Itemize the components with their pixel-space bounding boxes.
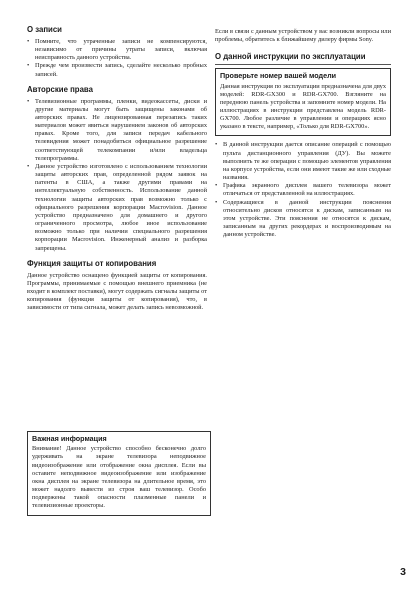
about-manual-heading: О данной инструкции по эксплуатации [215,53,391,65]
intro-text: Если в связи с данным устройством у вас возникли вопросы или проблемы, обратитесь к ближайшему дилеру фирмы Sony. [215,28,391,44]
copyright-heading: Авторские права [27,84,93,94]
records-heading: О записи [27,25,62,34]
right-column [215,28,391,246]
list-item: • В данной инструкции дается описание операций с помощью пульта дистанционного управления (ДУ). Вы можете выполнить те же операции с помощью элементов управления на корпусе устройства, если они имеют такие же или сходные названия. [215,141,391,182]
important-info-box [27,431,211,516]
copy-guard-heading: Функция защиты от копирования [27,258,157,268]
list-item: • Прежде чем произвести запись, сделайте несколько пробных записей. [27,62,207,78]
model-check-heading: Проверьте номер вашей модели [220,71,337,81]
copyright-list [27,98,207,253]
list-item: • Данное устройство изготовлено с использованием технологии защиты авторских прав, определенной рядом заявок на патенты в США, а также другими правами на интеллектуальную собственность. Использование данной технологии защиты авторских прав возможно только с официального разрешения корпорации Macrovision. Данное устройство предназначено для домашнего и другого ограниченного просмотра, любое иное использование возможно только при наличии специального разрешения корпорации Macrovision. Инженерный анализ и разборка запрещены. [27,163,207,253]
model-check-box [215,68,391,136]
list-item: • Содержащиеся в данной инструкции пояснения относительно дисков относятся к дискам, записанным на этом устройстве. Эти пояснения не относятся к дискам, записанным на других рекордерах и воспроизводимым на данном устройстве. [215,199,391,240]
list-item: • Телевизионные программы, пленки, видеокассеты, диски и другие материалы могут быть защищены законами об авторских правах. Не лицензированная перезапись таких материалов может явиться нарушением законов об авторских правах. Кроме того, для записи передач кабельного телевидения может понадобиться официальное разрешение соответствующей телекомпании и/или владельца телепрограммы. [27,98,207,163]
copy-guard-text: Данное устройство оснащено функцией защиты от копирования. Программы, принимаемые с помощью внешнего приемника (не входит в комплект поставки), могут содержать сигналы защиты от копирования (функция защиты от копирования), что, в зависимости от типа сигнала, может делать запись невозможной. [27,271,207,312]
manual-notes-list [215,141,391,239]
model-check-text: Данная инструкция по эксплуатации предназначена для двух моделей: RDR-GX300 и RDR-GX700. Взгляните на переднюю панель устройства и запомните номер модели. На иллюстрациях в инструкции представлена модель RDR-GX700. Любое различие в управлении и операциях ясно указано в тексте, например, «Только для RDR-GX700». [220,82,386,131]
list-item: • Помните, что утраченные записи не компенсируются, независимо от причины утраты записи, включая неисправность данного устройства. [27,38,207,62]
records-list [27,38,207,79]
list-item: • Графика экранного дисплея вашего телевизора может отличаться от представленной на иллюстрациях. [215,182,391,198]
important-heading: Важная информация [32,434,107,443]
page-number: 3 [400,566,406,578]
left-column [27,26,207,318]
important-text: Внимание! Данное устройство способно бесконечно долго удерживать на экране телевизора неподвижное видеоизображение или отображение окна дисплея. Если вы оставите неподвижное видеоизображение или изображение окна дисплея на экране телевизора на длительное время, это может надолго вывести из строя ваш телевизор. Особо подвержены такой опасности плазменные панели и телевизионные проекторы. [32,445,206,510]
